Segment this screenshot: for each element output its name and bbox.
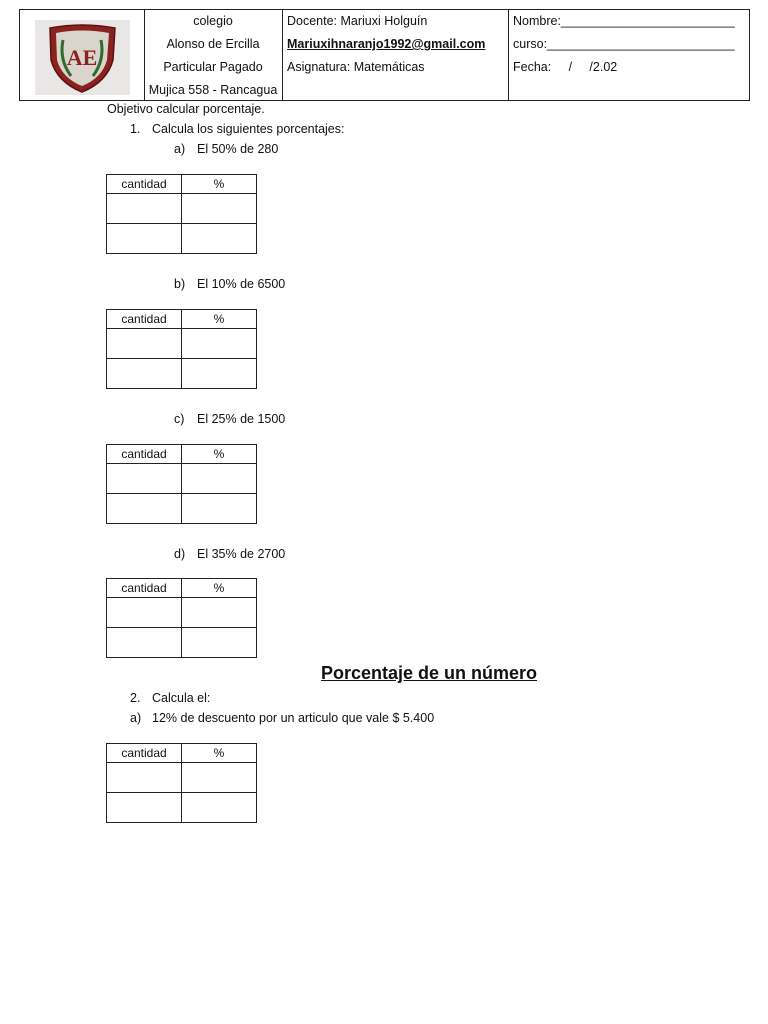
answer-cell[interactable] bbox=[182, 329, 257, 359]
answer-table bbox=[106, 743, 257, 823]
school-line: colegio bbox=[193, 14, 233, 28]
item-letter: b) bbox=[174, 277, 186, 291]
item-text: El 35% de 2700 bbox=[197, 547, 286, 561]
col-header-percent: % bbox=[182, 175, 257, 194]
answer-table bbox=[106, 174, 257, 254]
answer-cell[interactable] bbox=[107, 359, 182, 389]
school-line: Mujica 558 - Rancagua bbox=[148, 83, 278, 97]
answer-cell[interactable] bbox=[182, 628, 257, 658]
answer-cell[interactable] bbox=[182, 598, 257, 628]
answer-cell[interactable] bbox=[107, 763, 182, 793]
col-header-cantidad: cantidad bbox=[107, 175, 182, 194]
school-line: Alonso de Ercilla bbox=[166, 37, 260, 51]
answer-cell[interactable] bbox=[107, 194, 182, 224]
teacher-email[interactable]: Mariuxihnaranjo1992@gmail.com bbox=[287, 37, 486, 51]
item-letter: a) bbox=[130, 711, 142, 725]
item-text: 12% de descuento por un articulo que vale $ 5.400 bbox=[152, 711, 435, 725]
header-divider bbox=[282, 10, 283, 100]
section-title: Porcentaje de un número bbox=[320, 663, 538, 683]
answer-cell[interactable] bbox=[182, 793, 257, 823]
col-header-percent: % bbox=[182, 310, 257, 329]
col-header-cantidad: cantidad bbox=[107, 310, 182, 329]
teacher-name: Docente: Mariuxi Holguín bbox=[287, 14, 428, 28]
col-header-percent: % bbox=[182, 445, 257, 464]
item-letter: d) bbox=[174, 547, 186, 561]
answer-cell[interactable] bbox=[182, 464, 257, 494]
col-header-percent: % bbox=[182, 744, 257, 763]
school-line: Particular Pagado bbox=[163, 60, 263, 74]
item-letter: c) bbox=[174, 412, 185, 426]
col-header-cantidad: cantidad bbox=[107, 579, 182, 598]
answer-cell[interactable] bbox=[182, 359, 257, 389]
answer-cell[interactable] bbox=[182, 194, 257, 224]
answer-cell[interactable] bbox=[107, 494, 182, 524]
course-field: curso:___________________________ bbox=[513, 37, 735, 51]
answer-cell[interactable] bbox=[182, 494, 257, 524]
col-header-percent: % bbox=[182, 579, 257, 598]
answer-cell[interactable] bbox=[182, 224, 257, 254]
answer-cell[interactable] bbox=[107, 628, 182, 658]
item-text: El 25% de 1500 bbox=[197, 412, 286, 426]
question-number: 1. bbox=[130, 122, 141, 136]
objective: Objetivo calcular porcentaje. bbox=[107, 102, 265, 116]
item-letter: a) bbox=[174, 142, 186, 156]
answer-cell[interactable] bbox=[182, 763, 257, 793]
header-table bbox=[19, 9, 750, 101]
answer-cell[interactable] bbox=[107, 224, 182, 254]
answer-cell[interactable] bbox=[107, 464, 182, 494]
answer-table bbox=[106, 444, 257, 524]
answer-table bbox=[106, 578, 257, 658]
col-header-cantidad: cantidad bbox=[107, 445, 182, 464]
answer-cell[interactable] bbox=[107, 329, 182, 359]
answer-cell[interactable] bbox=[107, 598, 182, 628]
question-text: Calcula los siguientes porcentajes: bbox=[152, 122, 345, 136]
item-text: El 10% de 6500 bbox=[197, 277, 286, 291]
crest-icon bbox=[35, 20, 130, 95]
col-header-cantidad: cantidad bbox=[107, 744, 182, 763]
item-text: El 50% de 280 bbox=[197, 142, 279, 156]
school-logo bbox=[35, 20, 130, 95]
subject: Asignatura: Matemáticas bbox=[287, 60, 425, 74]
name-field: Nombre:_________________________ bbox=[513, 14, 735, 28]
question-number: 2. bbox=[130, 691, 141, 705]
header-divider bbox=[508, 10, 509, 100]
date-field: Fecha: / /2.02 bbox=[513, 60, 618, 74]
answer-table bbox=[106, 309, 257, 389]
question-text: Calcula el: bbox=[152, 691, 211, 705]
svg-text:AE: AE bbox=[66, 45, 98, 70]
answer-cell[interactable] bbox=[107, 793, 182, 823]
